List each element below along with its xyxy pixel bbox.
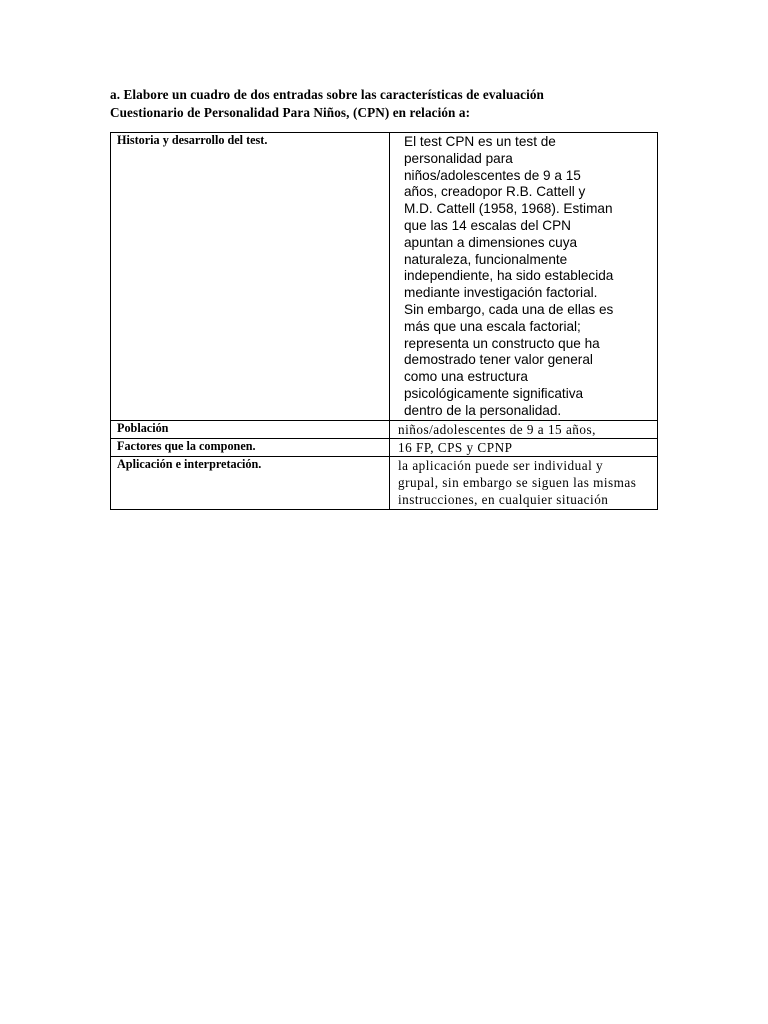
value-line: grupal, sin embargo se siguen las mismas [398,475,637,491]
value-line: Sin embargo, cada una de ellas es [404,301,614,317]
value-line: como una estructura [404,369,528,385]
value-line: psicológicamente significativa [404,385,584,401]
value-line: más que una escala factorial; [404,318,581,334]
value-line: 16 FP, CPS y CPNP [398,439,513,455]
table-row-factores [111,438,658,456]
row-label-historia: Historia y desarrollo del test. [111,133,390,421]
value-line: El test CPN es un test de [404,134,556,149]
evaluation-table [110,132,658,510]
heading-line-1: a. Elabore un cuadro de dos entradas sobre las características de evaluación [110,87,544,102]
value-line: niños/adolescentes de 9 a 15 años, [398,421,596,437]
row-label-aplicacion: Aplicación e interpretación. [111,456,390,509]
value-line: mediante investigación factorial. [404,285,598,301]
value-line: apuntan a dimensiones cuya [404,234,578,250]
value-line: dentro de la personalidad. [404,402,562,418]
value-line: años, creadopor R.B. Cattell y [404,184,586,200]
row-value-factores [390,438,658,456]
table-row-historia [111,133,658,421]
value-line: instrucciones, en cualquier situación [398,492,609,508]
value-line: M.D. Cattell (1958, 1968). Estiman [404,201,613,217]
table-row-poblacion [111,420,658,438]
value-line: personalidad para [404,150,513,166]
row-value-aplicacion [390,456,658,509]
row-label-factores: Factores que la componen. [111,438,390,456]
row-value-historia [390,133,658,421]
value-line: que las 14 escalas del CPN [404,217,571,233]
value-line: representa un constructo que ha [404,335,600,351]
value-line: niños/adolescentes de 9 a 15 [404,167,581,183]
row-value-poblacion [390,420,658,438]
table-row-aplicacion [111,456,658,509]
heading-line-2: Cuestionario de Personalidad Para Niños, (CPN) en relación a: [110,104,471,120]
row-label-poblacion: Población [111,420,390,438]
value-line: naturaleza, funcionalmente [404,251,568,267]
value-line: la aplicación puede ser individual y [398,457,604,473]
assignment-heading [110,86,670,121]
value-line: independiente, ha sido establecida [404,268,614,284]
value-line: demostrado tener valor general [404,352,593,368]
